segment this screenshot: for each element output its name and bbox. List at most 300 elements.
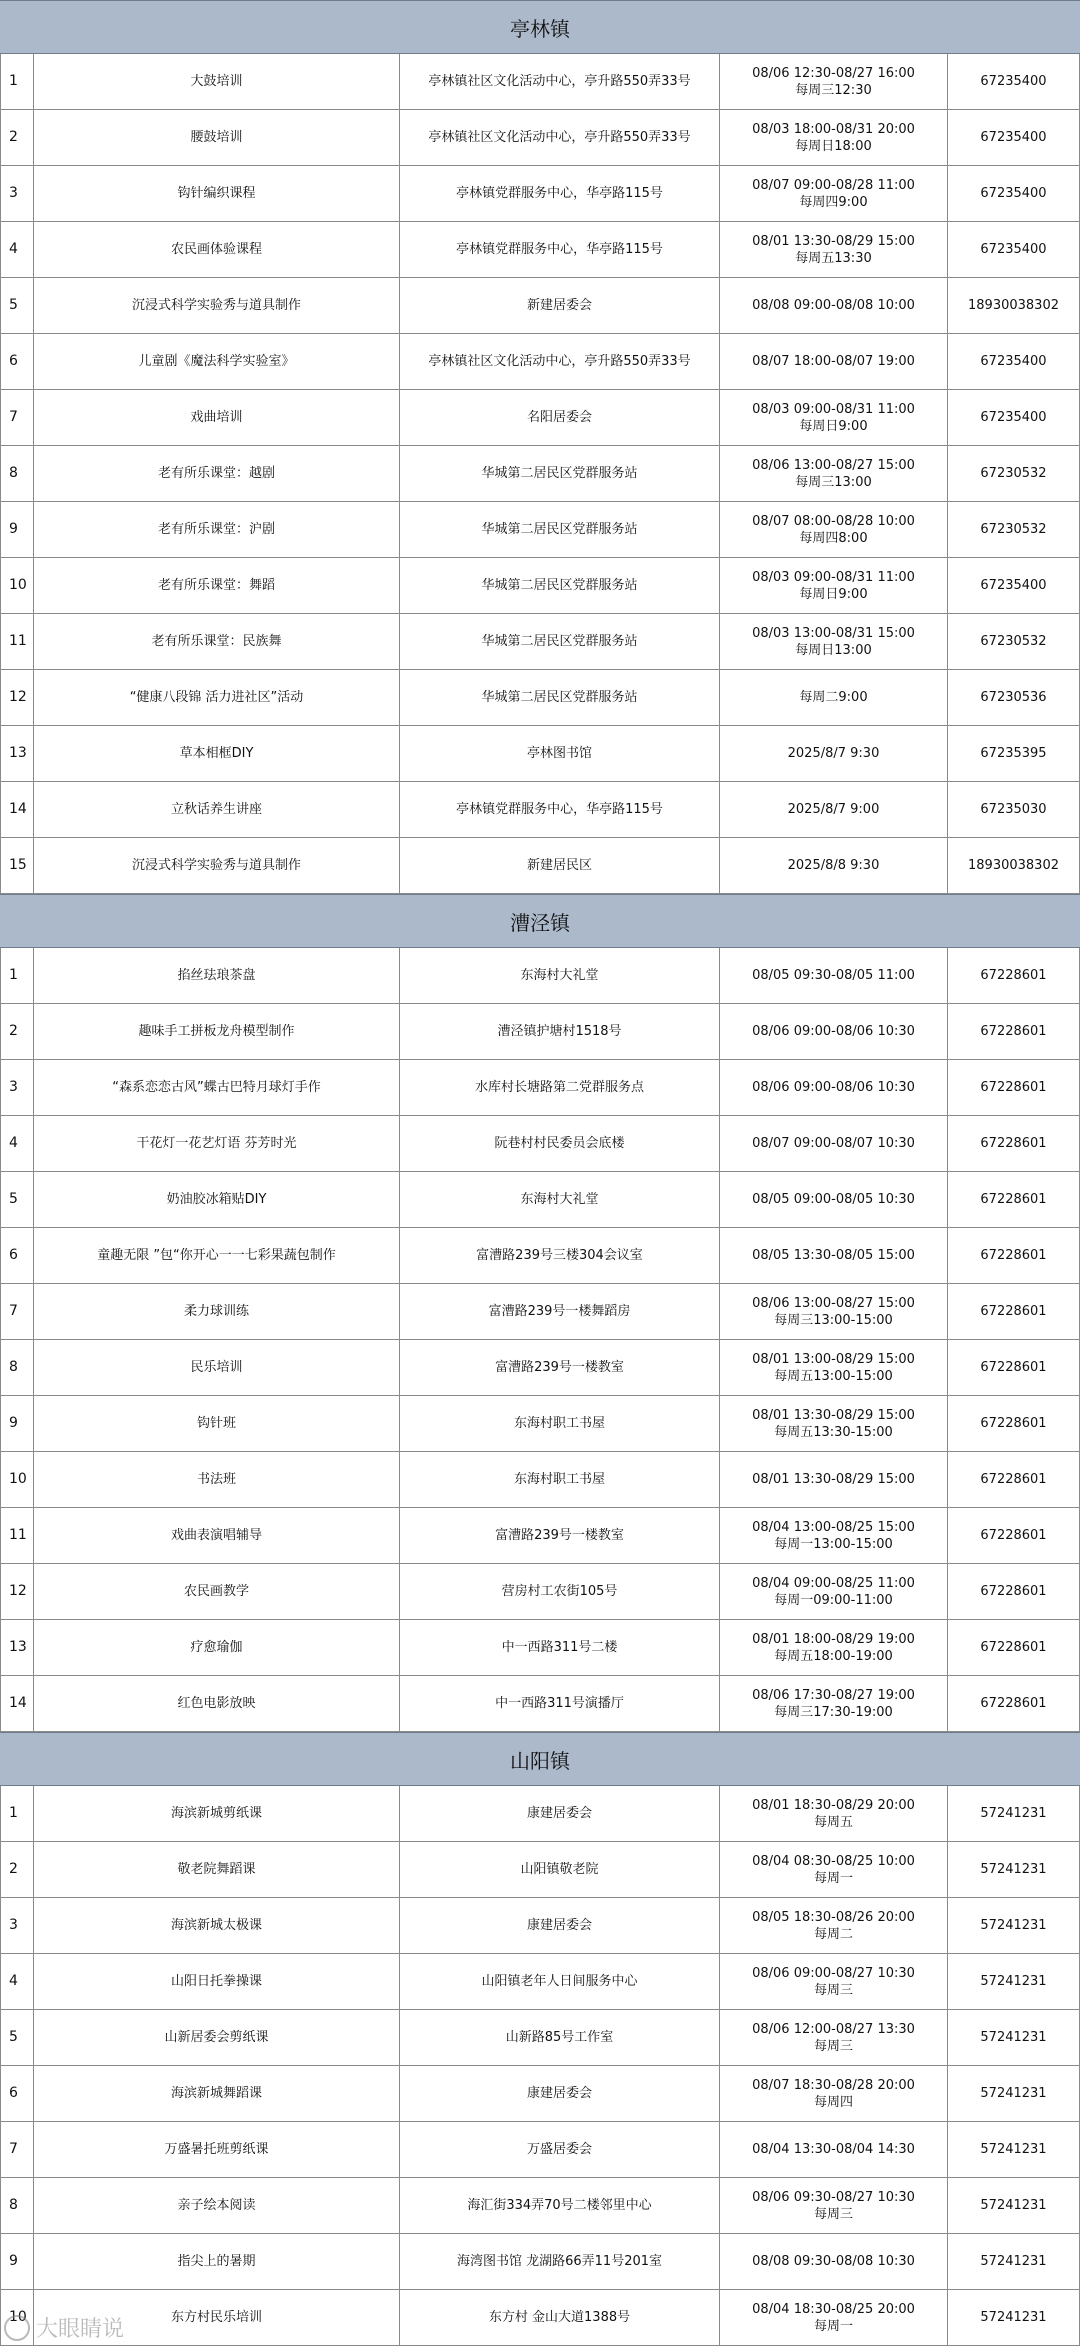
table-row [0,1842,1080,1898]
activity-time [720,2234,948,2289]
activity-name: 红色电影放映 [34,1676,400,1731]
contact-phone: 18930038302 [948,278,1080,333]
contact-phone: 67228601 [948,1676,1080,1731]
row-number: 2 [0,1842,34,1897]
activity-location: 亭林镇党群服务中心，华亭路115号 [400,166,720,221]
activity-name: 掐丝珐琅茶盘 [34,948,400,1003]
contact-phone: 67235400 [948,558,1080,613]
section-title: 山阳镇 [0,1732,1080,1786]
contact-phone: 67228601 [948,1452,1080,1507]
time-line: 每周四8:00 [799,530,868,546]
time-line: 08/07 18:00-08/07 19:00 [752,354,915,369]
contact-phone: 67235030 [948,782,1080,837]
time-line: 每周三 [813,2038,853,2054]
row-number: 15 [0,838,34,893]
row-number: 10 [0,558,34,613]
time-line: 08/08 09:00-08/08 10:00 [752,298,915,313]
time-line: 08/07 09:00-08/07 10:30 [752,1136,915,1151]
row-number: 9 [0,2234,34,2289]
activity-location: 亭林镇党群服务中心，华亭路115号 [400,782,720,837]
table-row [0,782,1080,838]
activity-name: 大鼓培训 [34,54,400,109]
activity-time [720,2290,948,2345]
table-row [0,614,1080,670]
time-line: 每周日9:00 [799,418,868,434]
time-line: 08/06 09:00-08/06 10:30 [752,1024,915,1039]
row-number: 4 [0,1116,34,1171]
time-line: 每周五13:30 [795,250,872,266]
activity-time [720,502,948,557]
activity-location: 东海村大礼堂 [400,1172,720,1227]
activity-name: 万盛暑托班剪纸课 [34,2122,400,2177]
activity-time [720,726,948,781]
time-line: 每周一09:00-11:00 [774,1592,893,1608]
time-line: 08/07 18:30-08/28 20:00 [752,2077,915,2093]
activity-location: 中一西路311号二楼 [400,1620,720,1675]
table-row [0,558,1080,614]
time-line: 每周三13:00-15:00 [774,1312,893,1328]
contact-phone: 67235395 [948,726,1080,781]
watermark [4,2312,124,2343]
contact-phone: 67235400 [948,390,1080,445]
time-line: 08/04 09:00-08/25 11:00 [752,1575,915,1591]
row-number: 12 [0,1564,34,1619]
contact-phone: 67228601 [948,948,1080,1003]
contact-phone: 67230536 [948,670,1080,725]
time-line: 每周三17:30-19:00 [774,1704,893,1720]
time-line: 08/01 18:00-08/29 19:00 [752,1631,915,1647]
time-line: 每周一13:00-15:00 [774,1536,893,1552]
table-row [0,334,1080,390]
activity-name: 老有所乐课堂：民族舞 [34,614,400,669]
time-line: 08/01 13:30-08/29 15:00 [752,233,915,249]
activity-name: 东方村民乐培训 [34,2290,400,2345]
row-number: 2 [0,110,34,165]
activity-name: 书法班 [34,1452,400,1507]
time-line: 08/06 17:30-08/27 19:00 [752,1687,915,1703]
row-number: 6 [0,2066,34,2121]
contact-phone: 57241231 [948,1786,1080,1841]
activity-name: 柔力球训练 [34,1284,400,1339]
activity-location: 华城第二居民区党群服务站 [400,670,720,725]
time-line: 每周三13:00 [795,474,872,490]
activity-location: 东海村大礼堂 [400,948,720,1003]
activity-name: 指尖上的暑期 [34,2234,400,2289]
time-line: 每周三12:30 [795,82,872,98]
table-row [0,446,1080,502]
time-line: 每周五18:00-19:00 [774,1648,893,1664]
activity-time [720,1954,948,2009]
activity-location: 阮巷村村民委员会底楼 [400,1116,720,1171]
activity-time [720,1508,948,1563]
table-row [0,1228,1080,1284]
row-number: 1 [0,1786,34,1841]
time-line: 每周四 [813,2094,853,2110]
table-row [0,54,1080,110]
activity-time [720,334,948,389]
activity-location: 东海村职工书屋 [400,1452,720,1507]
activity-time [720,838,948,893]
activity-location: 漕泾镇护塘村1518号 [400,1004,720,1059]
table-row [0,1116,1080,1172]
activity-name: 钩针班 [34,1396,400,1451]
time-line: 每周一 [813,2318,853,2334]
activity-name: 干花灯一花艺灯语 芬芳时光 [34,1116,400,1171]
contact-phone: 67228601 [948,1564,1080,1619]
activity-time [720,1340,948,1395]
contact-phone: 67228601 [948,1116,1080,1171]
activity-time [720,1172,948,1227]
contact-phone: 57241231 [948,1954,1080,2009]
activity-location: 东海村职工书屋 [400,1396,720,1451]
row-number: 1 [0,54,34,109]
table-row [0,726,1080,782]
table-row [0,1284,1080,1340]
activity-time [720,782,948,837]
activity-location: 华城第二居民区党群服务站 [400,502,720,557]
activity-name: “健康八段锦 活力进社区”活动 [34,670,400,725]
watermark-text: 大眼睛说 [36,2317,125,2342]
time-line: 08/03 09:00-08/31 11:00 [752,401,915,417]
row-number: 8 [0,2178,34,2233]
activity-location: 海湾图书馆 龙湖路66弄11号201室 [400,2234,720,2289]
table-row [0,1452,1080,1508]
activity-time [720,1564,948,1619]
activity-location: 亭林图书馆 [400,726,720,781]
time-line: 每周日13:00 [795,642,872,658]
activity-name: 亲子绘本阅读 [34,2178,400,2233]
row-number: 4 [0,222,34,277]
table-row [0,2122,1080,2178]
activity-name: 钩针编织课程 [34,166,400,221]
activity-location: 营房村工农街105号 [400,1564,720,1619]
activity-time [720,670,948,725]
table-row [0,2066,1080,2122]
activity-name: 腰鼓培训 [34,110,400,165]
table-row [0,1898,1080,1954]
table-row [0,1060,1080,1116]
row-number: 1 [0,948,34,1003]
time-line: 08/06 09:00-08/27 10:30 [752,1965,915,1981]
contact-phone: 67235400 [948,166,1080,221]
activity-location: 亭林镇社区文化活动中心，亭升路550弄33号 [400,334,720,389]
time-line: 08/03 18:00-08/31 20:00 [752,121,915,137]
activity-name: 山阳日托拳操课 [34,1954,400,2009]
time-line: 08/06 09:00-08/06 10:30 [752,1080,915,1095]
row-number: 8 [0,1340,34,1395]
activity-location: 富漕路239号一楼教室 [400,1508,720,1563]
time-line: 每周三 [813,2206,853,2222]
time-line: 08/04 13:00-08/25 15:00 [752,1519,915,1535]
activity-name: 老有所乐课堂：沪剧 [34,502,400,557]
contact-phone: 67228601 [948,1004,1080,1059]
row-number: 9 [0,502,34,557]
row-number: 13 [0,1620,34,1675]
activity-name: 老有所乐课堂：越剧 [34,446,400,501]
activity-name: 疗愈瑜伽 [34,1620,400,1675]
row-number: 7 [0,390,34,445]
section-title: 漕泾镇 [0,894,1080,948]
contact-phone: 57241231 [948,2122,1080,2177]
activity-location: 亭林镇社区文化活动中心，亭升路550弄33号 [400,54,720,109]
activity-time [720,1396,948,1451]
activity-name: 海滨新城剪纸课 [34,1786,400,1841]
time-line: 08/07 08:00-08/28 10:00 [752,513,915,529]
contact-phone: 57241231 [948,2178,1080,2233]
activity-time [720,2010,948,2065]
activity-name: 农民画体验课程 [34,222,400,277]
activity-time [720,110,948,165]
contact-phone: 67235400 [948,110,1080,165]
contact-phone: 67228601 [948,1340,1080,1395]
row-number: 11 [0,1508,34,1563]
activity-time [720,1620,948,1675]
activity-time [720,1004,948,1059]
contact-phone: 67230532 [948,502,1080,557]
row-number: 10 [0,2290,34,2345]
table-row [0,166,1080,222]
contact-phone: 67230532 [948,614,1080,669]
section-title: 亭林镇 [0,0,1080,54]
activity-location: 水库村长塘路第二党群服务点 [400,1060,720,1115]
row-number: 3 [0,1060,34,1115]
table-row [0,1954,1080,2010]
contact-phone: 57241231 [948,2010,1080,2065]
table-row [0,670,1080,726]
time-line: 08/06 12:00-08/27 13:30 [752,2021,915,2037]
time-line: 08/01 18:30-08/29 20:00 [752,1797,915,1813]
table-row [0,1786,1080,1842]
row-number: 14 [0,782,34,837]
table-row [0,1676,1080,1732]
activity-time [720,2122,948,2177]
activity-location: 亭林镇社区文化活动中心，亭升路550弄33号 [400,110,720,165]
time-line: 每周一 [813,1870,853,1886]
activity-time [720,1284,948,1339]
table-row [0,1620,1080,1676]
activity-time [720,1786,948,1841]
activity-location: 康建居委会 [400,1898,720,1953]
activity-location: 山阳镇老年人日间服务中心 [400,1954,720,2009]
activity-location: 华城第二居民区党群服务站 [400,614,720,669]
row-number: 14 [0,1676,34,1731]
activity-location: 新建居委会 [400,278,720,333]
time-line: 08/05 18:30-08/26 20:00 [752,1909,915,1925]
time-line: 每周五13:00-15:00 [774,1368,893,1384]
activity-location: 亭林镇党群服务中心，华亭路115号 [400,222,720,277]
time-line: 每周四9:00 [799,194,868,210]
table-row [0,222,1080,278]
contact-phone: 57241231 [948,2066,1080,2121]
activity-name: 农民画教学 [34,1564,400,1619]
time-line: 每周五13:30-15:00 [774,1424,893,1440]
activity-location: 康建居委会 [400,1786,720,1841]
row-number: 5 [0,2010,34,2065]
time-line: 08/04 13:30-08/04 14:30 [752,2142,915,2157]
activity-time [720,1842,948,1897]
table-row [0,1172,1080,1228]
activity-time [720,1228,948,1283]
table-row [0,2178,1080,2234]
contact-phone: 67228601 [948,1396,1080,1451]
activity-time [720,54,948,109]
activity-location: 新建居民区 [400,838,720,893]
time-line: 08/01 13:30-08/29 15:00 [752,1472,915,1487]
activity-location: 名阳居委会 [400,390,720,445]
activity-location: 康建居委会 [400,2066,720,2121]
activity-time [720,222,948,277]
activity-time [720,278,948,333]
activity-location: 中一西路311号演播厅 [400,1676,720,1731]
activity-name: 戏曲培训 [34,390,400,445]
time-line: 每周三 [813,1982,853,1998]
table-row [0,2290,1080,2346]
activity-location: 富漕路239号一楼舞蹈房 [400,1284,720,1339]
activity-time [720,1452,948,1507]
time-line: 08/05 09:30-08/05 11:00 [752,968,915,983]
time-line: 每周日18:00 [795,138,872,154]
contact-phone: 57241231 [948,2234,1080,2289]
table-row [0,948,1080,1004]
activity-name: 立秋话养生讲座 [34,782,400,837]
activity-location: 山新路85号工作室 [400,2010,720,2065]
contact-phone: 67235400 [948,54,1080,109]
time-line: 08/08 09:30-08/08 10:30 [752,2254,915,2269]
table-row [0,2234,1080,2290]
activity-name: 沉浸式科学实验秀与道具制作 [34,838,400,893]
contact-phone: 67228601 [948,1172,1080,1227]
contact-phone: 67230532 [948,446,1080,501]
activity-name: 奶油胶冰箱贴DIY [34,1172,400,1227]
time-line: 08/07 09:00-08/28 11:00 [752,177,915,193]
table-row [0,390,1080,446]
time-line: 08/06 09:30-08/27 10:30 [752,2189,915,2205]
time-line: 2025/8/7 9:30 [787,746,880,761]
activity-name: 海滨新城太极课 [34,1898,400,1953]
row-number: 3 [0,166,34,221]
activity-name: 山新居委会剪纸课 [34,2010,400,2065]
watermark-logo-icon [4,2315,30,2341]
section-2 [0,1732,1080,2346]
time-line: 每周二 [813,1926,853,1942]
activity-name: 民乐培训 [34,1340,400,1395]
activity-time [720,2066,948,2121]
time-line: 08/04 18:30-08/25 20:00 [752,2301,915,2317]
row-number: 6 [0,1228,34,1283]
activity-time [720,1676,948,1731]
row-number: 4 [0,1954,34,2009]
activity-name: 沉浸式科学实验秀与道具制作 [34,278,400,333]
activity-location: 华城第二居民区党群服务站 [400,446,720,501]
time-line: 08/01 13:00-08/29 15:00 [752,1351,915,1367]
table-row [0,1004,1080,1060]
table-row [0,1564,1080,1620]
row-number: 7 [0,2122,34,2177]
time-line: 08/05 09:00-08/05 10:30 [752,1192,915,1207]
table-row [0,278,1080,334]
section-0 [0,0,1080,894]
activity-name: 趣味手工拼板龙舟模型制作 [34,1004,400,1059]
table-row [0,1340,1080,1396]
activity-time [720,446,948,501]
activity-name: 海滨新城舞蹈课 [34,2066,400,2121]
activity-location: 万盛居委会 [400,2122,720,2177]
activity-time [720,2178,948,2233]
time-line: 08/03 13:00-08/31 15:00 [752,625,915,641]
row-number: 11 [0,614,34,669]
time-line: 每周五 [813,1814,853,1830]
time-line: 08/06 13:00-08/27 15:00 [752,457,915,473]
contact-phone: 57241231 [948,1898,1080,1953]
section-1 [0,894,1080,1732]
activity-name: 童趣无限 ”包“你开心一一七彩果蔬包制作 [34,1228,400,1283]
activity-name: 敬老院舞蹈课 [34,1842,400,1897]
time-line: 每周日9:00 [799,586,868,602]
table-row [0,1396,1080,1452]
time-line: 每周二9:00 [799,690,868,705]
time-line: 08/06 12:30-08/27 16:00 [752,65,915,81]
activity-time [720,558,948,613]
activity-name: 儿童剧《魔法科学实验室》 [34,334,400,389]
activity-time [720,614,948,669]
contact-phone: 57241231 [948,1842,1080,1897]
contact-phone: 57241231 [948,2290,1080,2345]
table-row [0,1508,1080,1564]
table-row [0,838,1080,894]
row-number: 7 [0,1284,34,1339]
table-row [0,2010,1080,2066]
activity-name: 老有所乐课堂：舞蹈 [34,558,400,613]
activity-name: 戏曲表演唱辅导 [34,1508,400,1563]
time-line: 08/01 13:30-08/29 15:00 [752,1407,915,1423]
row-number: 6 [0,334,34,389]
activity-time [720,1116,948,1171]
row-number: 5 [0,1172,34,1227]
activity-time [720,948,948,1003]
time-line: 08/05 13:30-08/05 15:00 [752,1248,915,1263]
activity-location: 富漕路239号三楼304会议室 [400,1228,720,1283]
activity-name: “森系恋恋古风”蝶古巴特月球灯手作 [34,1060,400,1115]
row-number: 3 [0,1898,34,1953]
contact-phone: 67235400 [948,222,1080,277]
activity-location: 华城第二居民区党群服务站 [400,558,720,613]
activity-time [720,1898,948,1953]
table-row [0,502,1080,558]
time-line: 2025/8/7 9:00 [787,802,880,817]
activity-time [720,1060,948,1115]
time-line: 2025/8/8 9:30 [787,858,880,873]
time-line: 08/06 13:00-08/27 15:00 [752,1295,915,1311]
activity-time [720,390,948,445]
contact-phone: 18930038302 [948,838,1080,893]
contact-phone: 67235400 [948,334,1080,389]
row-number: 12 [0,670,34,725]
activity-location: 富漕路239号一楼教室 [400,1340,720,1395]
row-number: 2 [0,1004,34,1059]
contact-phone: 67228601 [948,1508,1080,1563]
row-number: 13 [0,726,34,781]
time-line: 08/03 09:00-08/31 11:00 [752,569,915,585]
activity-location: 山阳镇敬老院 [400,1842,720,1897]
contact-phone: 67228601 [948,1620,1080,1675]
contact-phone: 67228601 [948,1284,1080,1339]
activity-time [720,166,948,221]
contact-phone: 67228601 [948,1228,1080,1283]
activity-location: 海汇街334弄70号二楼邻里中心 [400,2178,720,2233]
activity-location: 东方村 金山大道1388号 [400,2290,720,2345]
contact-phone: 67228601 [948,1060,1080,1115]
activity-name: 草本相框DIY [34,726,400,781]
